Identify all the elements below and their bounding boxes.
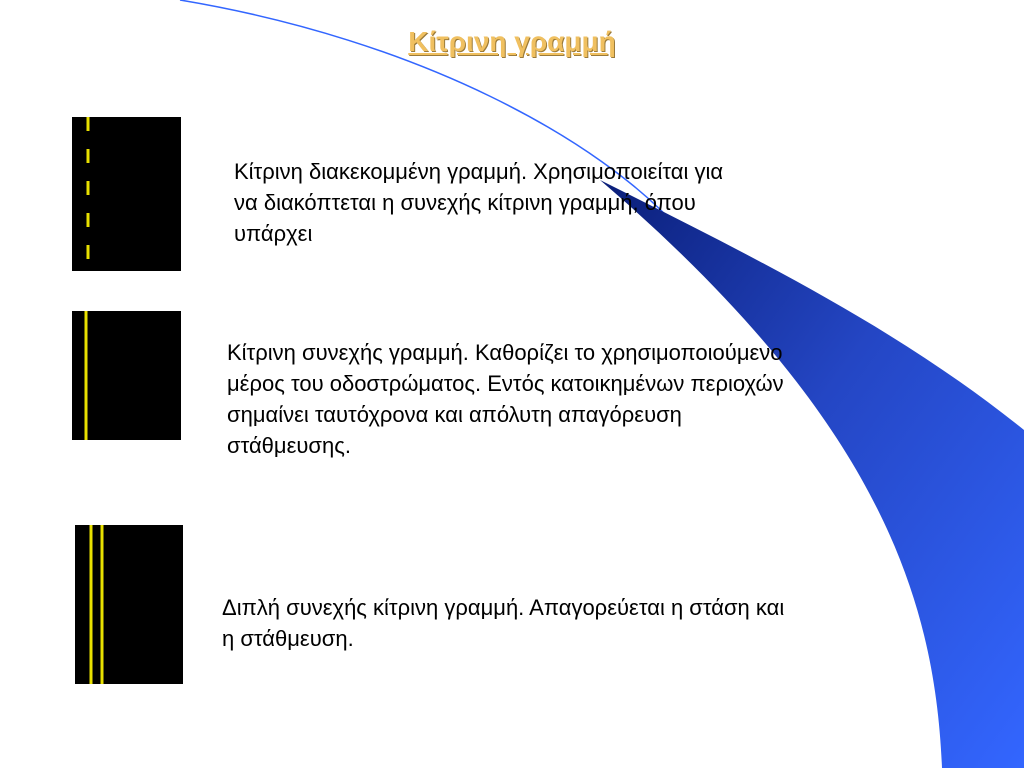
description-double-yellow [222,592,962,654]
description-line: Κίτρινη συνεχής γραμμή. Καθορίζει το χρησιμοποιούμενο [227,340,783,365]
description-dashed-yellow [234,156,884,249]
description-line: μέρος του οδοστρώματος. Εντός κατοικημένων περιοχών [227,371,784,396]
page-title: Κίτρινη γραμμή [408,26,616,57]
road-double-yellow-image [75,525,183,684]
description-line: Διπλή συνεχής κίτρινη γραμμή. Απαγορεύεται η στάση και [222,595,785,620]
description-line: υπάρχει [234,221,313,246]
description-line: να διακόπτεται η συνεχής κίτρινη γραμμή, όπου [234,190,696,215]
road-solid-yellow-image [72,311,181,440]
road-dashed-yellow-image [72,117,181,271]
description-line: σημαίνει ταυτόχρονα και απόλυτη απαγόρευση [227,402,682,427]
description-line: στάθμευσης. [227,433,351,458]
description-line: η στάθμευση. [222,626,354,651]
description-solid-yellow [227,337,957,461]
description-line: Κίτρινη διακεκομμένη γραμμή. Χρησιμοποιείται για [234,159,724,184]
